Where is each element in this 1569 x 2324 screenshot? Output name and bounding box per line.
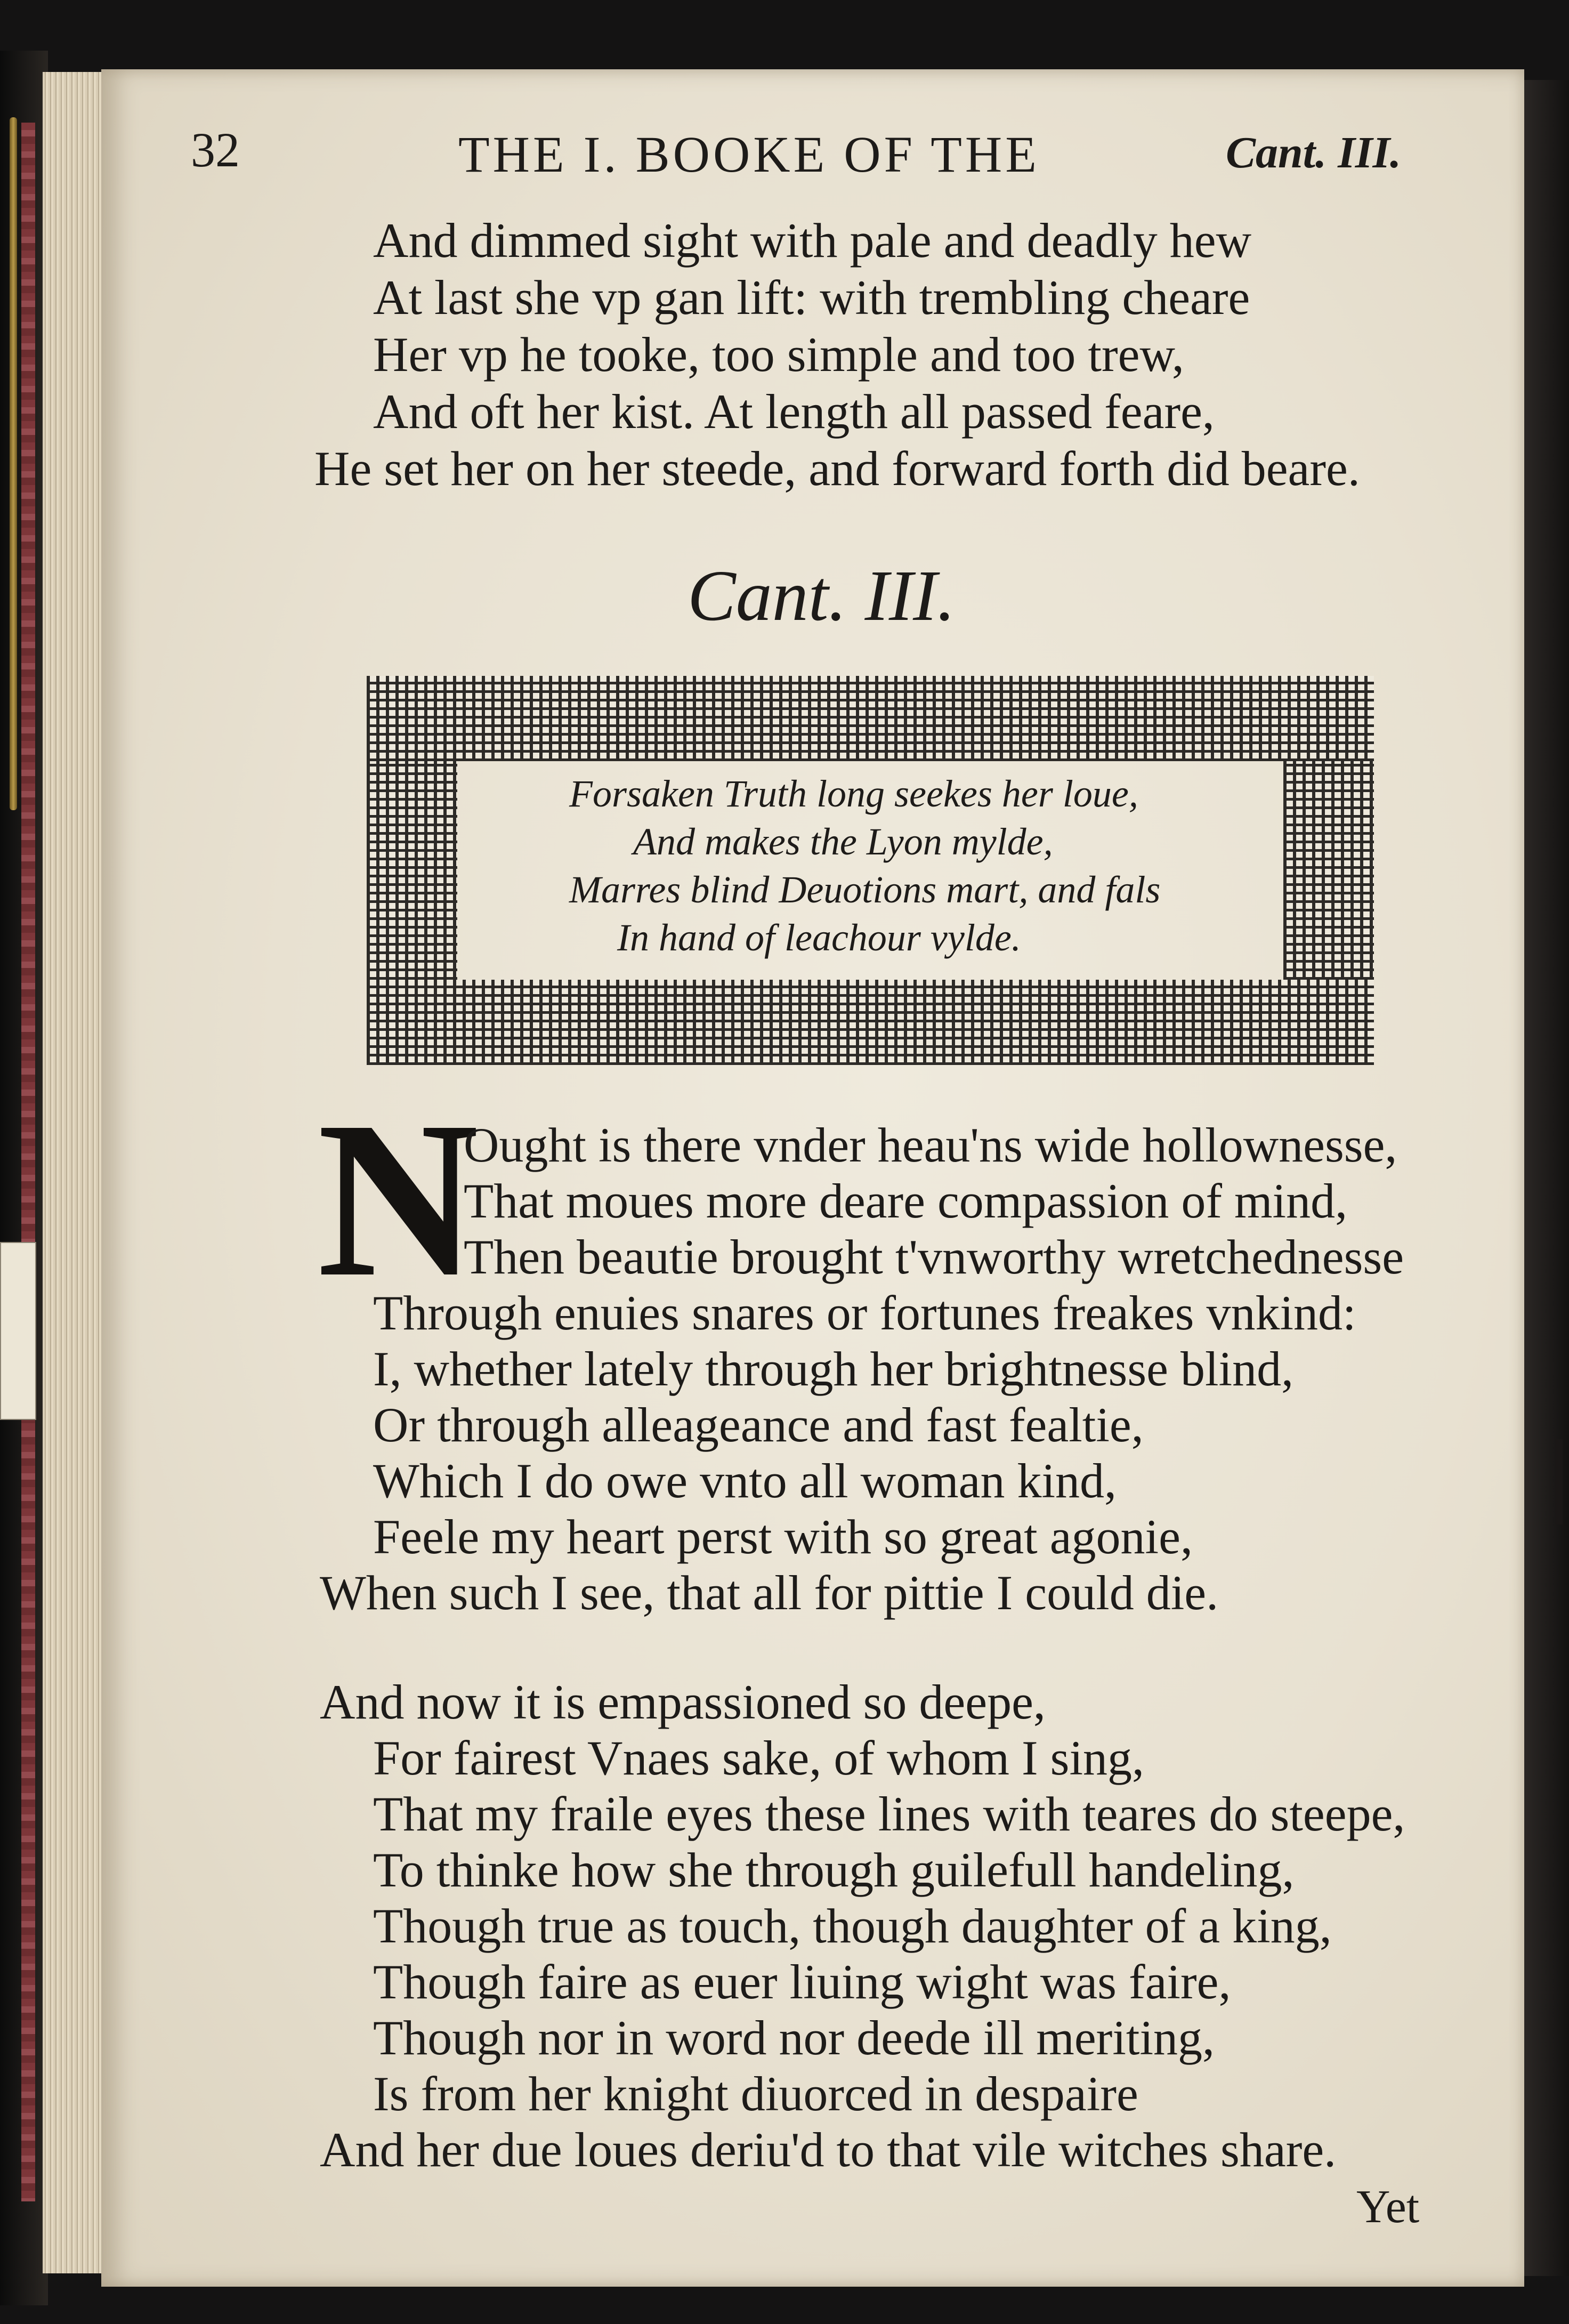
argument-text [367,676,1374,1065]
argument-line: And makes the Lyon mylde, [633,820,1053,863]
book-title: THE I. BOOKE OF THE [458,126,1040,183]
verse-line: Ought is there vnder heau'ns wide hollownesse, [464,1118,1397,1172]
shelf-label [0,1242,36,1420]
argument-line: Forsaken Truth long seekes her loue, [569,772,1138,815]
canto-title: Cant. III. [688,556,956,636]
gilt-tooling [10,117,17,810]
verse-line: And her due loues deriu'd to that vile witches share. [320,2123,1337,2177]
catchword: Yet [1356,2181,1420,2233]
verse-line: For fairest Vnaes sake, of whom I sing, [373,1731,1145,1785]
book-gutter-right [1524,80,1569,2276]
verse-line: He set her on her steede, and forward forth did beare. [314,441,1360,496]
verse-line: And now it is empassioned so deepe, [320,1675,1046,1729]
verse-line: Which I do owe vnto all woman kind, [373,1454,1117,1508]
verse-line: Is from her knight diuorced in despaire [373,2067,1138,2121]
verse-line: Her vp he tooke, too simple and too trew, [373,327,1184,382]
argument-line: Marres blind Deuotions mart, and fals [569,868,1161,911]
canto-running-label: Cant. III. [1226,128,1402,177]
verse-line: Through enuies snares or fortunes freakes vnkind: [373,1286,1356,1340]
argument-box [367,676,1374,1065]
argument-line: In hand of leachour vylde. [617,916,1021,959]
verse-line: And oft her kist. At length all passed feare, [373,384,1215,439]
verse-line: Though nor in word nor deede ill meriting, [373,2011,1215,2065]
verse-line: Then beautie brought t'vnworthy wretchednesse [464,1230,1404,1284]
verse-line: I, whether lately through her brightnesse blind, [373,1342,1294,1396]
verse-line: That my fraile eyes these lines with teares do steepe, [373,1787,1405,1841]
clasp-mark [1555,1439,1563,1524]
page-number: 32 [191,123,240,177]
verse-line: Though faire as euer liuing wight was faire, [373,1955,1231,2009]
verse-line: That moues more deare compassion of mind, [464,1174,1348,1228]
verse-line: Feele my heart perst with so great agonie, [373,1510,1193,1564]
page-stack-edge [43,72,107,2273]
running-head [0,122,1569,185]
verse-line: To thinke how she through guilefull handeling, [373,1843,1295,1897]
verse-line: At last she vp gan lift: with trembling cheare [373,270,1250,325]
verse-line: When such I see, that all for pittie I could die. [320,1566,1219,1620]
verse-line: Though true as touch, though daughter of a king, [373,1899,1332,1953]
red-page-edge [21,123,35,2201]
drop-cap: N [317,1075,479,1323]
verse-line: And dimmed sight with pale and deadly hew [373,213,1252,268]
verse-line: Or through alleageance and fast fealtie, [373,1398,1144,1452]
